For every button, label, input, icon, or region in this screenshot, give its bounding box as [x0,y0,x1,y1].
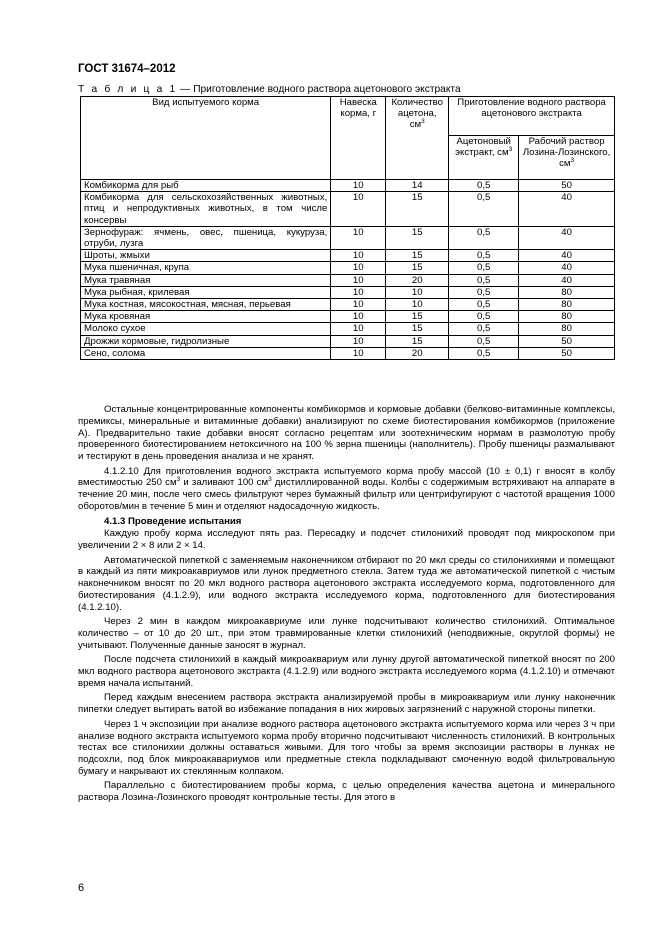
cell-name: Мука кровяная [81,311,331,323]
cell-name: Мука костная, мясокостная, мясная, перьевая [81,299,331,311]
cell-working: 50 [519,347,615,359]
table-row [81,323,615,335]
cell-name: Зернофураж: ячмень, овес, пшеница, кукуруза, отруби, лузга [81,226,331,249]
cell-working: 50 [519,180,615,192]
cell-extract: 0,5 [449,250,519,262]
cell-acetone: 15 [386,335,449,347]
cell-name: Мука травяная [81,274,331,286]
table-row [81,192,615,227]
doc-header: ГОСТ 31674–2012 [78,63,176,75]
unit-power: 3 [268,476,272,484]
paragraph: Через 2 мин в каждом микроакавриуме или лунке подсчитывают количество стилонихий. Оптимальное количество – от 10 до 20 шт., при этом травмированные клетки стилонихий (неподвижные, округлой формы) не учитывают. Полученные данные заносят в журнал. [78,616,615,651]
cell-working: 80 [519,323,615,335]
cell-sample: 10 [331,180,386,192]
col-header-acetone [386,97,449,180]
paragraph-part: дистиллированной воды. Колбы с содержимым встряхивают на аппарате в течение 20 мин, после чего смесь фильтруют через бумажный фильтр или центрифугируют с частотой вращения 1000 оборотов/мин в течение 5 мин и отделяют надосадочную жидкость. [78,477,615,513]
cell-acetone: 14 [386,180,449,192]
table-caption-prefix: Т а б л и ц а 1 [78,84,178,95]
paragraph: После подсчета стилонихий в каждый микроаквариум или лунку другой автоматической пипеткой вносят по 200 мкл водного раствора ацетонового экстракта (4.1.2.9) или водного экстракта исследуемого корма (4.1.2.10) и отмечают время начала испытаний. [78,654,615,689]
cell-extract: 0,5 [449,180,519,192]
cell-sample: 10 [331,286,386,298]
table-row [81,335,615,347]
col-header-extract [449,136,519,180]
paragraph: Через 1 ч экспозиции при анализе водного раствора ацетонового экстракта испытуемого корма или через 3 ч при анализе водного экстракта испытуемого корма пробу вторично подсчитывают численность стилонихий. В контрольных тестах все стилонихии должны оставаться живыми. Для того чтобы за время экспозиции растворы в лунках не подсохли, под блок микроакавариумов или предметные стекла подкладывают смоченную водой фильтровальную бумагу и накрывают их стеклянным колпаком. [78,718,615,777]
unit-power: 3 [176,476,181,484]
cell-sample: 10 [331,250,386,262]
cell-extract: 0,5 [449,299,519,311]
cell-working: 40 [519,274,615,286]
paragraph: Каждую пробу корма исследуют пять раз. Пересадку и подсчет стилонихий проводят под микроскопом при увеличении 2 × 8 или 2 × 14. [78,528,615,552]
table-caption-title: — Приготовление водного раствора ацетонового экстракта [177,84,461,95]
paragraph: Остальные концентрированные компоненты комбикормов и кормовые добавки (белково-витаминные комплексы, премиксы, минеральные и витаминные добавки) анализируют по схеме биотестирования комбикормов (приложение А). Предварительно такие добавки вносят согласно рецептам или зоотехническим нормам в размолотую пробу проверенного биотестированием нетоксичного на 100 % зерна пшеницы (наполнитель). Пробу пшеницы размалывают и тестируют в день проведения анализа и не хранят. [78,404,615,463]
cell-working: 80 [519,286,615,298]
cell-name: Комбикорма для рыб [81,180,331,192]
cell-sample: 10 [331,299,386,311]
preparation-table [80,96,615,360]
table-caption [78,84,461,95]
table-row [81,311,615,323]
table-row [81,299,615,311]
unit-power: 3 [508,146,513,154]
col-header-kind: Вид испытуемого корма [81,97,331,180]
cell-working: 40 [519,226,615,249]
cell-extract: 0,5 [449,192,519,227]
cell-extract: 0,5 [449,311,519,323]
table-row [81,250,615,262]
section-heading: 4.1.3 Проведение испытания [104,515,242,527]
cell-name: Сено, солома [81,347,331,359]
cell-sample: 10 [331,274,386,286]
col-header-sample: Навеска корма, г [331,97,386,180]
cell-sample: 10 [331,262,386,274]
cell-sample: 10 [331,323,386,335]
cell-working: 80 [519,311,615,323]
cell-extract: 0,5 [449,347,519,359]
cell-working: 50 [519,335,615,347]
cell-working: 80 [519,299,615,311]
paragraph: Параллельно с биотестированием пробы корма, с целью определения качества ацетона и минерального раствора Лозина-Лозинского проводят контрольные тесты. Для этого в [78,780,615,804]
cell-name: Мука рыбная, крилевая [81,286,331,298]
paragraph: Автоматической пипеткой с заменяемым наконечником отбирают по 20 мкл среды со стилонихиями и помещают в каждый из пяти микроакавриумов или лунок предметного стекла. Затем туда же автоматической пипеткой с чистым наконечником вносят по 20 мкл водного раствора ацетонового экстракта исследуемого корма, подготовленного для биотестирования (4.1.2.9), или водного экстракта исследуемого корма, подготовленного для биотестирования (4.1.2.10). [78,554,615,613]
cell-name: Комбикорма для сельскохозяйственных животных, птиц и непродуктивных животных, в том числе консервы [81,192,331,227]
cell-acetone: 10 [386,286,449,298]
table-row [81,226,615,249]
cell-extract: 0,5 [449,323,519,335]
cell-name: Мука пшеничная, крупа [81,262,331,274]
page-number: 6 [78,882,85,894]
cell-working: 40 [519,262,615,274]
cell-extract: 0,5 [449,286,519,298]
cell-acetone: 15 [386,311,449,323]
table-row [81,262,615,274]
cell-acetone: 10 [386,299,449,311]
cell-acetone: 15 [386,323,449,335]
paragraph-4-1-2-10 [78,466,615,513]
cell-sample: 10 [331,335,386,347]
cell-name: Шроты, жмыхи [81,250,331,262]
cell-sample: 10 [331,347,386,359]
cell-working: 40 [519,192,615,227]
cell-extract: 0,5 [449,274,519,286]
cell-acetone: 20 [386,274,449,286]
cell-acetone: 15 [386,226,449,249]
table-row [81,180,615,192]
cell-sample: 10 [331,192,386,227]
col-header-acetone-text: Количество ацетона, см [391,97,443,131]
body-text [78,404,615,807]
paragraph: Перед каждым внесением раствора экстракта анализируемой пробы в микроаквариум или лунку наконечник пипетки следует вытирать ватой во избежание попадания в них жировых загрязнений с наружной стороны пипетки. [78,692,615,716]
cell-acetone: 15 [386,192,449,227]
cell-extract: 0,5 [449,226,519,249]
table-row [81,274,615,286]
unit-power: 3 [421,118,425,126]
unit-power: 3 [570,157,575,165]
paragraph-part: 4.1.2.10 Для приготовления водного экстракта испытуемого корма пробу массой (10 ± 0,1) г вносят в колбу вместимостью 250 см [78,465,615,489]
col-header-working [519,136,615,180]
cell-extract: 0,5 [449,262,519,274]
table-row [81,347,615,359]
cell-acetone: 15 [386,262,449,274]
cell-acetone: 20 [386,347,449,359]
col-header-extract-text: Ацетоновый экстракт, см [455,136,511,159]
cell-name: Дрожжи кормовые, гидролизные [81,335,331,347]
cell-acetone: 15 [386,250,449,262]
cell-sample: 10 [331,311,386,323]
table-header-row [81,97,615,136]
col-header-working-text: Рабочий раствор Лозина-Лозинского, см [522,136,611,170]
col-header-prep-group: Приготовление водного раствора ацетонового экстракта [449,97,615,136]
table-row [81,286,615,298]
cell-extract: 0,5 [449,335,519,347]
table-body [81,180,615,360]
cell-sample: 10 [331,226,386,249]
cell-name: Молоко сухое [81,323,331,335]
cell-working: 40 [519,250,615,262]
paragraph-part: и заливают 100 см [180,477,269,489]
